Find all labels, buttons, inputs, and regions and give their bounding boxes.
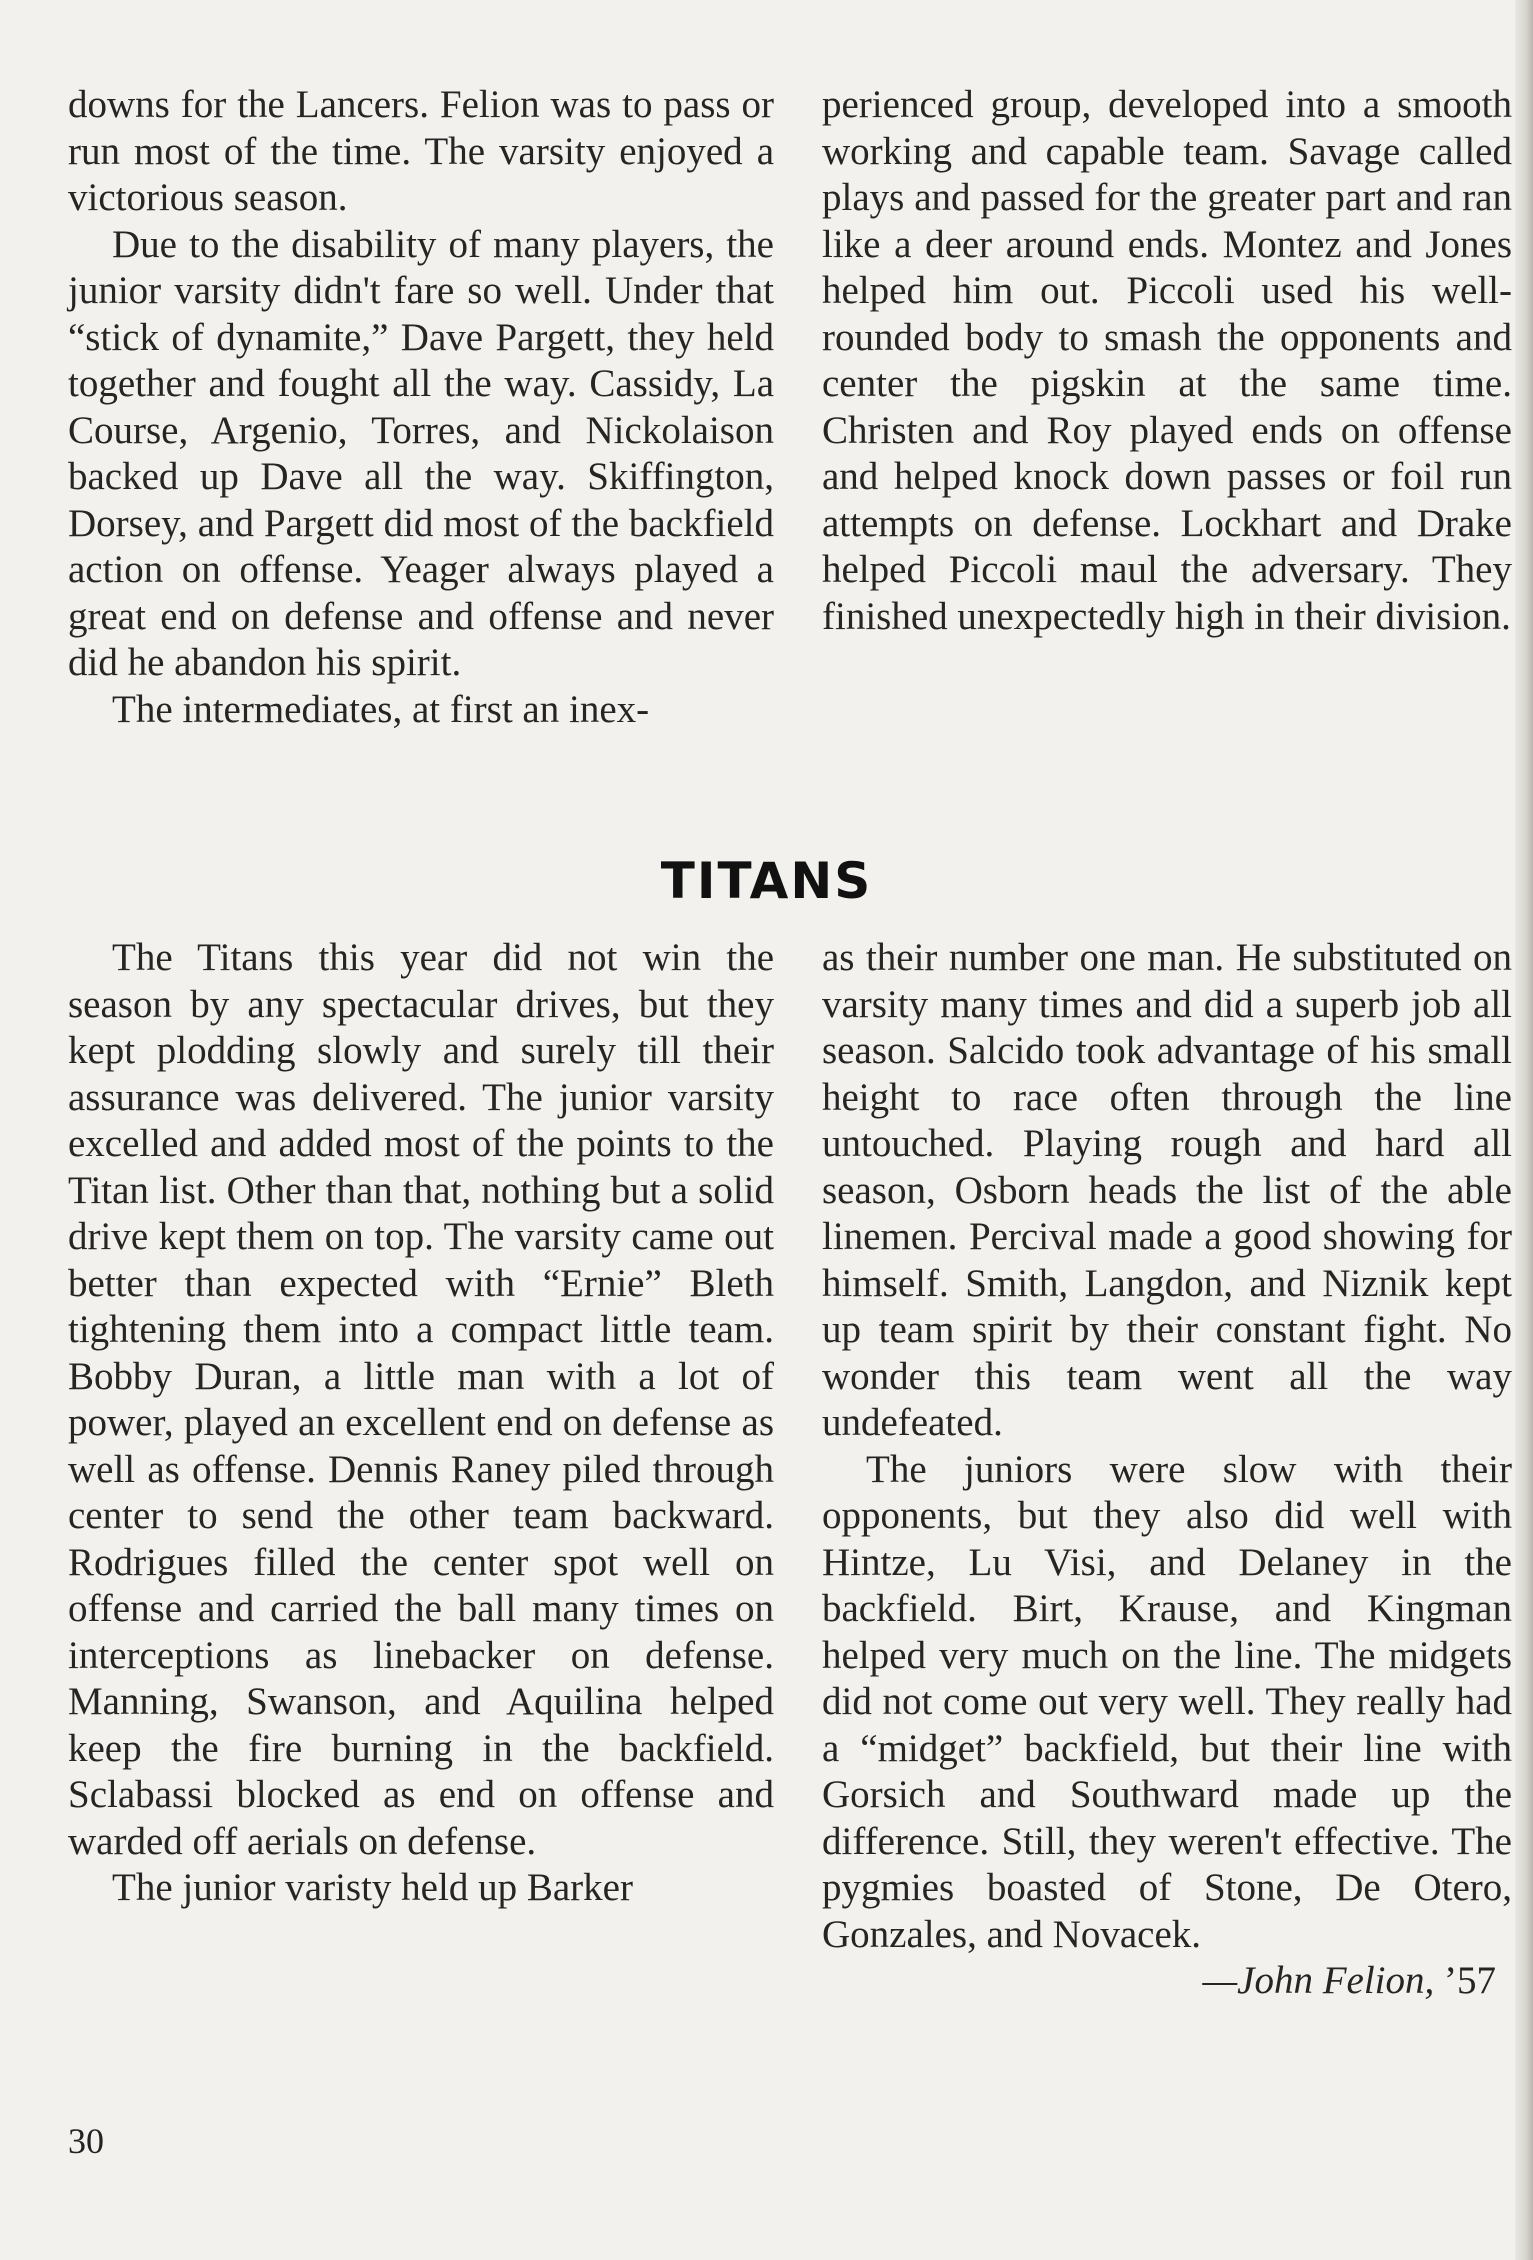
paragraph: The intermediates, at first an inex- xyxy=(112,687,650,731)
paragraph: downs for the Lancers. Felion was to pass or run most of the time. The varsity enjoyed a victorious season. xyxy=(68,83,774,219)
lancers-column-right xyxy=(822,82,1512,640)
lancers-column-left xyxy=(68,82,774,733)
paragraph: Due to the disability of many players, the junior varsity didn't fare so well. Under that “stick of dynamite,” Dave Pargett, they held together and fought all the way. Cassidy, La Course, Argenio, Torres, and Nickolaison backed up Dave all the way. Skiffington, Dorsey, and Pargett did most of the backfield action on offense. Yeager always played a great end on defense and offense and never did he abandon his spirit. xyxy=(68,222,774,684)
paragraph: The Titans this year did not win the season by any spectacular drives, but they kept plodding slowly and surely till their assurance was delivered. The junior varsity excelled and added most of the points to the Titan list. Other than that, nothing but a solid drive kept them on top. The varsity came out better than expected with “Ernie” Bleth tightening them into a compact little team. Bobby Duran, a little man with a lot of power, played an excellent end on defense as well as offense. Dennis Raney piled through center to send the other team backward. Rodrigues filled the center spot well on offense and carried the ball many times on interceptions as linebacker on defense. Manning, Swanson, and Aquilina helped keep the fire burning in the backfield. Sclabassi blocked as end on offense and warded off aerials on defense. xyxy=(68,936,774,1863)
page-edge-shadow xyxy=(1515,0,1533,2260)
section-heading: TITANS xyxy=(660,852,873,910)
page-number: 30 xyxy=(68,2121,104,2161)
author-name: —John Felion, xyxy=(1202,1959,1435,2002)
paragraph: The junior varisty held up Barker xyxy=(112,1866,633,1909)
paragraph: perienced group, developed into a smooth working and capable team. Savage called plays and passed for the greater part and ran like a deer around ends. Montez and Jones helped him out. Piccoli used his well-rounded body to smash the opponents and center the pigskin at the same time. Christen and Roy played ends on offense and helped knock down passes or foil run attempts on defense. Lockhart and Drake helped Piccoli maul the adversary. They finished unexpectedly high in their division. xyxy=(822,83,1512,638)
author-byline xyxy=(822,1958,1512,2005)
titans-column-left xyxy=(68,935,774,1912)
paragraph: as their number one man. He substituted on varsity many times and did a superb job all season. Salcido took advantage of his small height to race often through the line untouched. Playing rough and hard all season, Osborn heads the list of the able linemen. Percival made a good showing for himself. Smith, Langdon, and Niznik kept up team spirit by their constant fight. No wonder this team went all the way undefeated. xyxy=(822,936,1512,1444)
author-year: ’57 xyxy=(1434,1959,1496,2002)
paragraph: The juniors were slow with their opponents, but they also did well with Hintze, Lu Visi, and Delaney in the backfield. Birt, Krause, and Kingman helped very much on the line. The midgets did not come out very well. They really had a “midget” backfield, but their line with Gorsich and Southward made up the difference. Still, they weren't effective. The pygmies boasted of Stone, De Otero, Gonzales, and Novacek. xyxy=(822,1447,1512,1956)
titans-column-right xyxy=(822,935,1512,2005)
